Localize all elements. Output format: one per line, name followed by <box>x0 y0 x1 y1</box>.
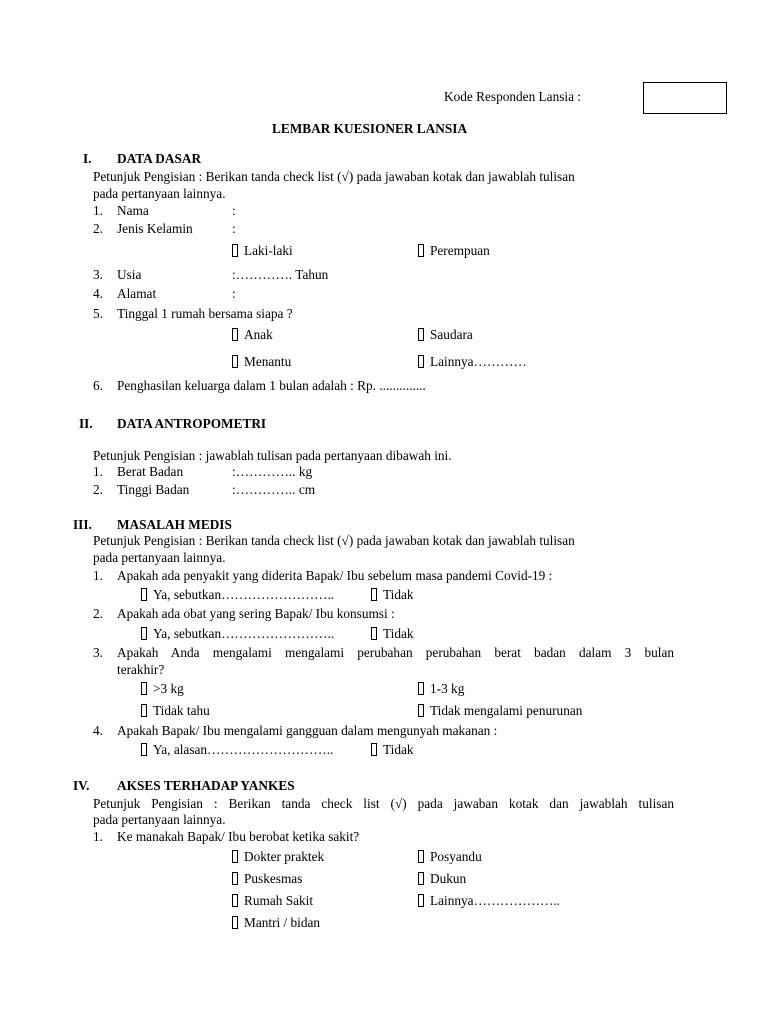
option-anak[interactable]: Anak <box>232 327 273 343</box>
section-2-instruction: Petunjuk Pengisian : jawablah tulisan pada pertanyaan dibawah ini. <box>93 448 452 463</box>
section-1-instruction-line2: pada pertanyaan lainnya. <box>93 186 226 201</box>
q-usia-field[interactable]: :…………. Tahun <box>232 267 329 282</box>
checkbox-icon[interactable] <box>232 244 238 257</box>
q-usia-number: 3. <box>93 267 103 282</box>
q-berat-badan-perubahan-number: 3. <box>93 645 103 660</box>
option-mengunyah-ya[interactable]: Ya, alasan……………………….. <box>141 742 333 758</box>
option-perempuan[interactable]: Perempuan <box>418 243 490 259</box>
option-mengunyah-tidak[interactable]: Tidak <box>371 742 414 758</box>
q-nama-label: Nama <box>117 203 149 218</box>
section-3-title: MASALAH MEDIS <box>117 517 232 532</box>
q-jenis-kelamin-number: 2. <box>93 221 103 236</box>
checkbox-icon[interactable] <box>141 682 147 695</box>
checkbox-icon[interactable] <box>232 850 238 863</box>
option-tidak-mengalami-penurunan[interactable]: Tidak mengalami penurunan <box>418 703 582 719</box>
q-berat-badan-field[interactable]: :………….. kg <box>232 464 313 479</box>
q-berobat-label: Ke manakah Bapak/ Ibu berobat ketika sakit? <box>117 829 360 844</box>
q-mengunyah-label: Apakah Bapak/ Ibu mengalami gangguan dalam mengunyah makanan : <box>117 723 498 738</box>
section-4-number: IV. <box>73 778 90 793</box>
q-obat-label: Apakah ada obat yang sering Bapak/ Ibu konsumsi : <box>117 606 395 621</box>
q-berobat-number: 1. <box>93 829 103 844</box>
option-menantu[interactable]: Menantu <box>232 354 291 370</box>
option-dokter-praktek[interactable]: Dokter praktek <box>232 849 324 865</box>
q-nama-colon: : <box>232 203 236 218</box>
option-mantri-bidan[interactable]: Mantri / bidan <box>232 915 320 931</box>
q-jenis-kelamin-label: Jenis Kelamin <box>117 221 193 236</box>
checkbox-icon[interactable] <box>418 850 424 863</box>
option-1-3kg[interactable]: 1-3 kg <box>418 681 464 697</box>
section-4-instruction-line1: Petunjuk Pengisian : Berikan tanda check list (√) pada jawaban kotak dan jawablah tulisan <box>93 796 674 811</box>
option-saudara[interactable]: Saudara <box>418 327 473 343</box>
option-posyandu[interactable]: Posyandu <box>418 849 482 865</box>
section-2-number: II. <box>79 416 93 431</box>
option-lebih-3kg[interactable]: >3 kg <box>141 681 184 697</box>
checkbox-icon[interactable] <box>371 743 377 756</box>
section-3-instruction-line2: pada pertanyaan lainnya. <box>93 550 226 565</box>
checkbox-icon[interactable] <box>232 355 238 368</box>
q-alamat-number: 4. <box>93 286 103 301</box>
q-berat-badan-label: Berat Badan <box>117 464 184 479</box>
q-usia-label: Usia <box>117 267 142 282</box>
q-nama-number: 1. <box>93 203 103 218</box>
q-berat-badan-perubahan-label: Apakah Anda mengalami mengalami perubahan perubahan berat badan dalam 3 bulan <box>117 645 674 660</box>
option-rumah-sakit[interactable]: Rumah Sakit <box>232 893 313 909</box>
option-lainnya[interactable]: Lainnya………… <box>418 354 527 370</box>
q-alamat-colon: : <box>232 286 236 301</box>
option-obat-ya[interactable]: Ya, sebutkan…………………….. <box>141 626 334 642</box>
q-penghasilan-label[interactable]: Penghasilan keluarga dalam 1 bulan adalah : Rp. .............. <box>117 378 426 393</box>
q-tinggal-number: 5. <box>93 306 103 321</box>
checkbox-icon[interactable] <box>418 894 424 907</box>
option-penyakit-ya[interactable]: Ya, sebutkan…………………….. <box>141 587 334 603</box>
option-puskesmas[interactable]: Puskesmas <box>232 871 302 887</box>
checkbox-icon[interactable] <box>141 627 147 640</box>
checkbox-icon[interactable] <box>141 743 147 756</box>
q-penghasilan-number: 6. <box>93 378 103 393</box>
option-lainnya-berobat[interactable]: Lainnya……………….. <box>418 893 560 909</box>
form-title: LEMBAR KUESIONER LANSIA <box>272 121 468 136</box>
checkbox-icon[interactable] <box>371 627 377 640</box>
option-dukun[interactable]: Dukun <box>418 871 466 887</box>
checkbox-icon[interactable] <box>141 704 147 717</box>
section-1-number: I. <box>83 151 92 166</box>
checkbox-icon[interactable] <box>418 244 424 257</box>
q-tinggi-badan-field[interactable]: :………….. cm <box>232 482 316 497</box>
section-2-title: DATA ANTROPOMETRI <box>117 416 267 431</box>
checkbox-icon[interactable] <box>418 682 424 695</box>
section-1-instruction-line1: Petunjuk Pengisian : Berikan tanda check list (√) pada jawaban kotak dan jawablah tulisan <box>93 169 575 184</box>
checkbox-icon[interactable] <box>232 916 238 929</box>
checkbox-icon[interactable] <box>232 872 238 885</box>
kode-responden-label: Kode Responden Lansia : <box>444 89 582 104</box>
kode-responden-box[interactable] <box>643 82 727 114</box>
checkbox-icon[interactable] <box>418 872 424 885</box>
section-4-instruction-line2: pada pertanyaan lainnya. <box>93 812 226 827</box>
option-laki-laki[interactable]: Laki-laki <box>232 243 293 259</box>
q-penyakit-label: Apakah ada penyakit yang diderita Bapak/ Ibu sebelum masa pandemi Covid-19 : <box>117 568 553 583</box>
q-tinggal-label: Tinggal 1 rumah bersama siapa ? <box>117 306 293 321</box>
option-obat-tidak[interactable]: Tidak <box>371 626 414 642</box>
q-tinggi-badan-label: Tinggi Badan <box>117 482 190 497</box>
option-tidak-tahu[interactable]: Tidak tahu <box>141 703 210 719</box>
q-alamat-label: Alamat <box>117 286 157 301</box>
checkbox-icon[interactable] <box>418 704 424 717</box>
q-tinggi-badan-number: 2. <box>93 482 103 497</box>
q-berat-badan-perubahan-label-line2: terakhir? <box>117 662 165 677</box>
checkbox-icon[interactable] <box>232 328 238 341</box>
q-obat-number: 2. <box>93 606 103 621</box>
section-1-title: DATA DASAR <box>117 151 202 166</box>
checkbox-icon[interactable] <box>418 328 424 341</box>
section-4-title: AKSES TERHADAP YANKES <box>117 778 295 793</box>
q-mengunyah-number: 4. <box>93 723 103 738</box>
checkbox-icon[interactable] <box>371 588 377 601</box>
option-penyakit-tidak[interactable]: Tidak <box>371 587 414 603</box>
section-3-number: III. <box>73 517 92 532</box>
q-berat-badan-number: 1. <box>93 464 103 479</box>
q-jenis-kelamin-colon: : <box>232 221 236 236</box>
checkbox-icon[interactable] <box>232 894 238 907</box>
q-penyakit-number: 1. <box>93 568 103 583</box>
checkbox-icon[interactable] <box>418 355 424 368</box>
checkbox-icon[interactable] <box>141 588 147 601</box>
section-3-instruction-line1: Petunjuk Pengisian : Berikan tanda check list (√) pada jawaban kotak dan jawablah tulisan <box>93 533 575 548</box>
